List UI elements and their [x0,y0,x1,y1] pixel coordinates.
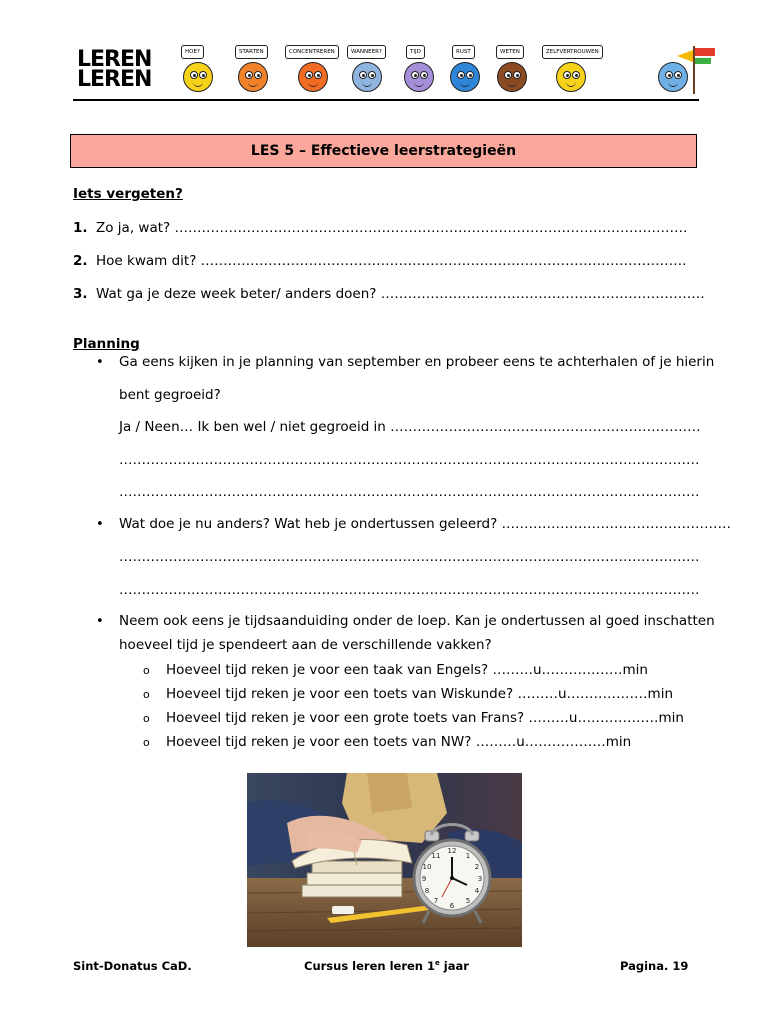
footer-school: Sint-Donatus CaD. [73,959,192,973]
svg-text:4: 4 [474,887,480,895]
lesson-title-box [70,134,697,168]
svg-text:11: 11 [431,852,441,860]
bubble-starten: STARTEN [235,45,268,59]
sub-bullet-icon: o [143,664,150,677]
bullet-3-line-2: hoeveel tijd je spendeert aan de verschillende vakken? [119,637,492,653]
svg-text:5: 5 [465,897,471,905]
svg-text:12: 12 [447,847,457,855]
svg-text:3: 3 [477,875,483,883]
time-estimate-wiskunde: Hoeveel tijd reken je voor een toets van Wiskunde? ………u………………min [166,686,674,702]
question-number: 1. [73,220,88,236]
smiley-tijd-icon [404,62,434,92]
header-banner [73,42,699,100]
bubble-zelfvertrouwen: ZELFVERTROUWEN [542,45,603,59]
section-heading-planning: Planning [73,336,140,352]
bubble-tijd: TIJD [406,45,425,59]
leren-leren-logo: LEREN LEREN [77,47,152,92]
bubble-hoe: HOE? [181,45,204,59]
section-heading-iets-vergeten: Iets vergeten? [73,186,183,202]
smiley-weten-icon [497,62,527,92]
svg-text:10: 10 [422,863,432,871]
svg-text:9: 9 [421,875,427,883]
time-estimate-nw: Hoeveel tijd reken je voor een toets van NW? ………u………………min [166,734,632,750]
time-estimate-frans: Hoeveel tijd reken je voor een grote toets van Frans? ………u………………min [166,710,684,726]
lesson-title: LES 5 – Effectieve leerstrategieën [250,143,517,159]
time-estimate-engels: Hoeveel tijd reken je voor een taak van Engels? ………u………………min [166,662,648,678]
alarm-clock-books-photo [247,773,522,947]
bullet-1-dotted-line: ………………………………………………………………………………………………………………… [119,484,700,500]
bullet-1-line-1: Ga eens kijken in je planning van september en probeer eens te achterhalen of je hierin [119,354,715,370]
bullet-icon: • [96,355,104,370]
bullet-icon: • [96,517,104,532]
bullet-1-line-2: bent gegroeid? [119,387,221,403]
bullet-3-line-1: Neem ook eens je tijdsaanduiding onder de loep. Kan je ondertussen al goed inschatten [119,613,715,629]
sub-bullet-icon: o [143,712,150,725]
svg-text:1: 1 [465,852,471,860]
bullet-1-dotted-line: ………………………………………………………………………………………………………………… [119,452,700,468]
smiley-starten-icon [238,62,268,92]
footer-page-number: Pagina. 19 [620,959,689,973]
question-text: Wat ga je deze week beter/ anders doen? ……………………………………………………………… [96,286,705,302]
question-2 [73,253,687,269]
bubble-concentreren: CONCENTREREN [285,45,339,59]
smiley-hoe-icon [183,62,213,92]
svg-text:7: 7 [433,897,439,905]
question-number: 3. [73,286,88,302]
question-1 [73,220,687,236]
bubble-weten: WETEN [496,45,524,59]
bullet-2-dotted-line: ………………………………………………………………………………………………………………… [119,582,700,598]
bullet-2-dotted-line: ………………………………………………………………………………………………………………… [119,549,700,565]
smiley-zelfvertrouwen-icon [556,62,586,92]
smiley-thinking-icon [658,62,688,92]
svg-text:2: 2 [474,863,480,871]
smiley-concentreren-icon [298,62,328,92]
svg-text:8: 8 [424,887,430,895]
question-number: 2. [73,253,88,269]
bullet-icon: • [96,614,104,629]
sub-bullet-icon: o [143,736,150,749]
question-text: Zo ja, wat? …………………………………………………………………………………………………… [96,220,688,236]
sub-bullet-icon: o [143,688,150,701]
bubble-wanneer: WANNEER? [347,45,386,59]
svg-text:6: 6 [449,902,455,910]
bubble-rust: RUST [452,45,475,59]
footer-course: Cursus leren leren 1e jaar [304,959,469,973]
header-divider [73,99,699,101]
bullet-1-answer-line: Ja / Neen… Ik ben wel / niet gegroeid in …………………………………………………………… [119,419,701,435]
question-text: Hoe kwam dit? ……………………………………………………………………………………………… [96,253,687,269]
question-3 [73,286,705,302]
smiley-wanneer-icon [352,62,382,92]
smiley-rust-icon [450,62,480,92]
bullet-2-line-1: Wat doe je nu anders? Wat heb je ondertussen geleerd? …………………………………………… [119,516,732,532]
